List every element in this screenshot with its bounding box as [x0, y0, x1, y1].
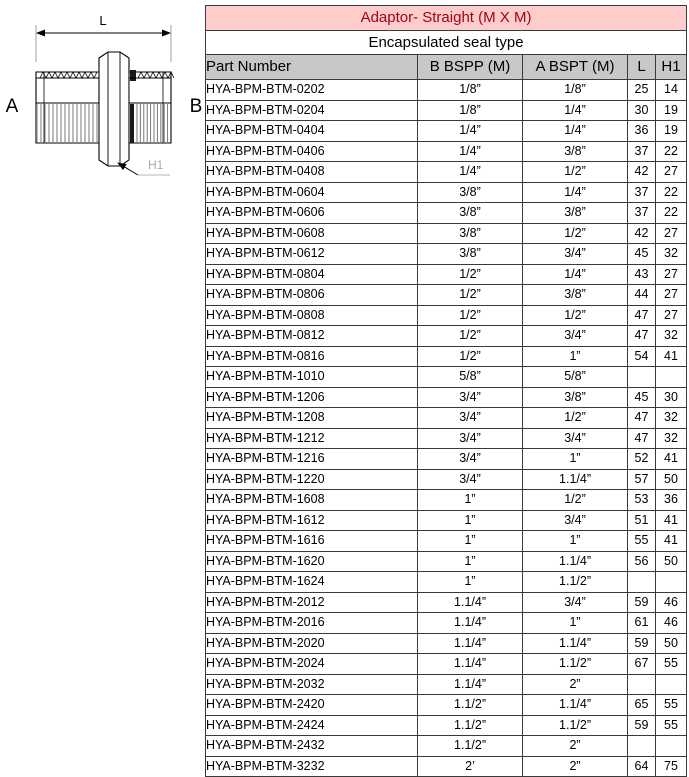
table-row — [206, 162, 687, 183]
cell-part-number: HYA-BPM-BTM-1620 — [206, 551, 418, 572]
cell-l: 54 — [628, 346, 656, 367]
cell-h1: 46 — [656, 592, 687, 613]
cell-part-number: HYA-BPM-BTM-2420 — [206, 695, 418, 716]
cell-part-number: HYA-BPM-BTM-1612 — [206, 510, 418, 531]
table-row — [206, 531, 687, 552]
cell-h1: 55 — [656, 695, 687, 716]
cell-l: 44 — [628, 285, 656, 306]
cell-b-bspp: 1” — [418, 490, 523, 511]
cell-part-number: HYA-BPM-BTM-0204 — [206, 100, 418, 121]
table-head — [206, 6, 687, 80]
cell-b-bspp: 1/2” — [418, 264, 523, 285]
cell-h1: 27 — [656, 285, 687, 306]
hex-dimension-label: H1 — [148, 158, 164, 172]
cell-l — [628, 736, 656, 757]
cell-part-number: HYA-BPM-BTM-0812 — [206, 326, 418, 347]
cell-h1: 32 — [656, 244, 687, 265]
cell-part-number: HYA-BPM-BTM-2024 — [206, 654, 418, 675]
cell-h1: 50 — [656, 551, 687, 572]
cell-a-bspt: 1/4” — [523, 100, 628, 121]
cell-part-number: HYA-BPM-BTM-1212 — [206, 428, 418, 449]
cell-a-bspt: 1/2” — [523, 408, 628, 429]
table-row — [206, 551, 687, 572]
cell-b-bspp: 3/4” — [418, 428, 523, 449]
cell-b-bspp: 1.1/2” — [418, 695, 523, 716]
cell-b-bspp: 2’ — [418, 756, 523, 777]
table-row — [206, 182, 687, 203]
cell-a-bspt: 1” — [523, 531, 628, 552]
cell-a-bspt: 1.1/2” — [523, 715, 628, 736]
specification-table-container — [205, 5, 686, 777]
straight-adaptor-drawing — [0, 0, 205, 200]
cell-l: 55 — [628, 531, 656, 552]
cell-h1: 50 — [656, 633, 687, 654]
table-title-row — [206, 6, 687, 31]
cell-a-bspt: 1/2” — [523, 223, 628, 244]
cell-l: 45 — [628, 387, 656, 408]
adaptor-body — [36, 52, 174, 166]
table-row — [206, 715, 687, 736]
table-row — [206, 592, 687, 613]
cell-l: 61 — [628, 613, 656, 634]
cell-b-bspp: 1.1/2” — [418, 736, 523, 757]
cell-a-bspt: 3/8” — [523, 203, 628, 224]
cell-l: 43 — [628, 264, 656, 285]
cell-part-number: HYA-BPM-BTM-0816 — [206, 346, 418, 367]
table-row — [206, 305, 687, 326]
cell-part-number: HYA-BPM-BTM-1624 — [206, 572, 418, 593]
table-row — [206, 695, 687, 716]
table-row — [206, 654, 687, 675]
cell-h1: 22 — [656, 182, 687, 203]
cell-part-number: HYA-BPM-BTM-1206 — [206, 387, 418, 408]
cell-h1: 32 — [656, 326, 687, 347]
cell-l: 37 — [628, 141, 656, 162]
column-header-l: L — [628, 55, 656, 80]
cell-l — [628, 367, 656, 388]
cell-l: 67 — [628, 654, 656, 675]
cell-l: 42 — [628, 162, 656, 183]
cell-a-bspt: 3/4” — [523, 428, 628, 449]
cell-l: 36 — [628, 121, 656, 142]
cell-h1: 41 — [656, 449, 687, 470]
cell-l — [628, 674, 656, 695]
cell-a-bspt: 3/8” — [523, 387, 628, 408]
cell-part-number: HYA-BPM-BTM-0806 — [206, 285, 418, 306]
cell-h1: 55 — [656, 654, 687, 675]
cell-b-bspp: 1/4” — [418, 141, 523, 162]
table-subtitle-row — [206, 31, 687, 55]
cell-b-bspp: 5/8” — [418, 367, 523, 388]
table-row — [206, 633, 687, 654]
cell-h1: 19 — [656, 121, 687, 142]
cell-l: 56 — [628, 551, 656, 572]
cell-a-bspt: 3/8” — [523, 285, 628, 306]
cell-l: 57 — [628, 469, 656, 490]
cell-a-bspt: 1/8” — [523, 80, 628, 101]
cell-b-bspp: 1/8” — [418, 80, 523, 101]
table-row — [206, 387, 687, 408]
cell-h1: 27 — [656, 162, 687, 183]
cell-b-bspp: 1.1/2” — [418, 715, 523, 736]
specification-table — [205, 5, 687, 777]
table-body — [206, 80, 687, 777]
table-row — [206, 449, 687, 470]
table-row — [206, 264, 687, 285]
cell-h1: 41 — [656, 510, 687, 531]
cell-part-number: HYA-BPM-BTM-3232 — [206, 756, 418, 777]
column-header-h1: H1 — [656, 55, 687, 80]
cell-a-bspt: 1/2” — [523, 162, 628, 183]
cell-a-bspt: 1.1/4” — [523, 469, 628, 490]
cell-l: 25 — [628, 80, 656, 101]
cell-l: 51 — [628, 510, 656, 531]
cell-h1: 19 — [656, 100, 687, 121]
cell-b-bspp: 1/4” — [418, 162, 523, 183]
cell-a-bspt: 3/4” — [523, 326, 628, 347]
cell-h1 — [656, 736, 687, 757]
cell-a-bspt: 1.1/2” — [523, 654, 628, 675]
table-row — [206, 121, 687, 142]
cell-a-bspt: 1” — [523, 346, 628, 367]
cell-b-bspp: 3/8” — [418, 182, 523, 203]
cell-h1: 36 — [656, 490, 687, 511]
cell-l: 65 — [628, 695, 656, 716]
cell-a-bspt: 2” — [523, 674, 628, 695]
cell-b-bspp: 1” — [418, 510, 523, 531]
cell-h1 — [656, 674, 687, 695]
table-column-header-row — [206, 55, 687, 80]
end-label-b: B — [189, 96, 203, 117]
cell-l — [628, 572, 656, 593]
table-row — [206, 326, 687, 347]
cell-part-number: HYA-BPM-BTM-2016 — [206, 613, 418, 634]
cell-part-number: HYA-BPM-BTM-1216 — [206, 449, 418, 470]
cell-h1: 22 — [656, 203, 687, 224]
cell-part-number: HYA-BPM-BTM-2012 — [206, 592, 418, 613]
cell-part-number: HYA-BPM-BTM-0408 — [206, 162, 418, 183]
cell-a-bspt: 5/8” — [523, 367, 628, 388]
cell-h1: 14 — [656, 80, 687, 101]
cell-a-bspt: 3/4” — [523, 510, 628, 531]
cell-l: 30 — [628, 100, 656, 121]
cell-a-bspt: 3/4” — [523, 244, 628, 265]
cell-a-bspt: 1/2” — [523, 305, 628, 326]
table-title: Adaptor- Straight (M X M) — [206, 6, 687, 31]
cell-h1: 46 — [656, 613, 687, 634]
table-row — [206, 80, 687, 101]
cell-a-bspt: 1.1/4” — [523, 633, 628, 654]
cell-b-bspp: 1” — [418, 572, 523, 593]
cell-l: 37 — [628, 182, 656, 203]
cell-b-bspp: 1/8” — [418, 100, 523, 121]
cell-part-number: HYA-BPM-BTM-0404 — [206, 121, 418, 142]
cell-a-bspt: 1.1/2” — [523, 572, 628, 593]
cell-part-number: HYA-BPM-BTM-1010 — [206, 367, 418, 388]
product-drawing-panel — [0, 0, 205, 768]
cell-b-bspp: 1/2” — [418, 285, 523, 306]
encapsulated-seal — [130, 70, 136, 81]
cell-h1: 41 — [656, 531, 687, 552]
left-thread-hatch — [37, 104, 98, 142]
cell-h1: 27 — [656, 223, 687, 244]
cell-b-bspp: 1/2” — [418, 326, 523, 347]
cell-part-number: HYA-BPM-BTM-0808 — [206, 305, 418, 326]
cell-a-bspt: 3/4” — [523, 592, 628, 613]
cell-b-bspp: 1.1/4” — [418, 654, 523, 675]
cell-l: 59 — [628, 715, 656, 736]
table-row — [206, 736, 687, 757]
table-row — [206, 469, 687, 490]
table-row — [206, 244, 687, 265]
cell-h1: 27 — [656, 264, 687, 285]
table-row — [206, 285, 687, 306]
cell-part-number: HYA-BPM-BTM-1208 — [206, 408, 418, 429]
cell-l: 47 — [628, 326, 656, 347]
cell-part-number: HYA-BPM-BTM-0608 — [206, 223, 418, 244]
column-header-a-bspt: A BSPT (M) — [523, 55, 628, 80]
cell-l: 42 — [628, 223, 656, 244]
cell-a-bspt: 1.1/4” — [523, 551, 628, 572]
cell-b-bspp: 1” — [418, 531, 523, 552]
cell-part-number: HYA-BPM-BTM-0604 — [206, 182, 418, 203]
cell-h1: 75 — [656, 756, 687, 777]
cell-a-bspt: 1/4” — [523, 182, 628, 203]
cell-b-bspp: 3/8” — [418, 244, 523, 265]
table-row — [206, 428, 687, 449]
cell-h1 — [656, 572, 687, 593]
cell-l: 59 — [628, 592, 656, 613]
table-row — [206, 756, 687, 777]
cell-b-bspp: 1/2” — [418, 305, 523, 326]
cell-b-bspp: 1.1/4” — [418, 613, 523, 634]
cell-b-bspp: 3/4” — [418, 408, 523, 429]
table-row — [206, 613, 687, 634]
table-subtitle: Encapsulated seal type — [206, 31, 687, 55]
cell-a-bspt: 1/4” — [523, 121, 628, 142]
table-row — [206, 490, 687, 511]
cell-l: 59 — [628, 633, 656, 654]
cell-l: 47 — [628, 305, 656, 326]
cell-b-bspp: 1/4” — [418, 121, 523, 142]
cell-part-number: HYA-BPM-BTM-0406 — [206, 141, 418, 162]
table-row — [206, 510, 687, 531]
column-header-b-bspp: B BSPP (M) — [418, 55, 523, 80]
cell-h1 — [656, 367, 687, 388]
cell-part-number: HYA-BPM-BTM-2020 — [206, 633, 418, 654]
cell-a-bspt: 3/8” — [523, 141, 628, 162]
cell-h1: 27 — [656, 305, 687, 326]
cell-part-number: HYA-BPM-BTM-0612 — [206, 244, 418, 265]
cell-b-bspp: 3/4” — [418, 449, 523, 470]
table-row — [206, 203, 687, 224]
cell-a-bspt: 1.1/4” — [523, 695, 628, 716]
cell-part-number: HYA-BPM-BTM-2424 — [206, 715, 418, 736]
cell-h1: 32 — [656, 428, 687, 449]
cell-l: 47 — [628, 428, 656, 449]
cell-part-number: HYA-BPM-BTM-0606 — [206, 203, 418, 224]
table-row — [206, 367, 687, 388]
cell-part-number: HYA-BPM-BTM-1616 — [206, 531, 418, 552]
cell-l: 52 — [628, 449, 656, 470]
cell-b-bspp: 3/8” — [418, 223, 523, 244]
cell-part-number: HYA-BPM-BTM-2432 — [206, 736, 418, 757]
cell-h1: 50 — [656, 469, 687, 490]
cell-b-bspp: 1.1/4” — [418, 674, 523, 695]
table-row — [206, 223, 687, 244]
cell-l: 64 — [628, 756, 656, 777]
cell-a-bspt: 2” — [523, 756, 628, 777]
table-row — [206, 674, 687, 695]
cell-h1: 41 — [656, 346, 687, 367]
cell-b-bspp: 1” — [418, 551, 523, 572]
cell-part-number: HYA-BPM-BTM-0202 — [206, 80, 418, 101]
cell-a-bspt: 1” — [523, 613, 628, 634]
table-row — [206, 408, 687, 429]
cell-l: 45 — [628, 244, 656, 265]
cell-part-number: HYA-BPM-BTM-0804 — [206, 264, 418, 285]
table-row — [206, 572, 687, 593]
hex-nut — [99, 52, 129, 166]
cell-part-number: HYA-BPM-BTM-1608 — [206, 490, 418, 511]
cell-l: 47 — [628, 408, 656, 429]
cell-a-bspt: 1” — [523, 449, 628, 470]
cell-a-bspt: 1/4” — [523, 264, 628, 285]
end-label-a: A — [5, 96, 19, 117]
length-dimension-label: L — [99, 13, 107, 28]
table-row — [206, 346, 687, 367]
cell-part-number: HYA-BPM-BTM-2032 — [206, 674, 418, 695]
cell-b-bspp: 1/2” — [418, 346, 523, 367]
cell-b-bspp: 3/4” — [418, 469, 523, 490]
cell-b-bspp: 1.1/4” — [418, 633, 523, 654]
cell-a-bspt: 1/2” — [523, 490, 628, 511]
cell-a-bspt: 2” — [523, 736, 628, 757]
cell-l: 37 — [628, 203, 656, 224]
cell-part-number: HYA-BPM-BTM-1220 — [206, 469, 418, 490]
cell-l: 53 — [628, 490, 656, 511]
right-thread-hatch — [136, 104, 169, 142]
cell-b-bspp: 3/8” — [418, 203, 523, 224]
table-row — [206, 100, 687, 121]
cell-b-bspp: 3/4” — [418, 387, 523, 408]
cell-h1: 22 — [656, 141, 687, 162]
cell-h1: 55 — [656, 715, 687, 736]
cell-h1: 32 — [656, 408, 687, 429]
column-header-part-number: Part Number — [206, 55, 418, 80]
encapsulated-seal-section — [130, 104, 134, 143]
cell-b-bspp: 1.1/4” — [418, 592, 523, 613]
cell-h1: 30 — [656, 387, 687, 408]
table-row — [206, 141, 687, 162]
